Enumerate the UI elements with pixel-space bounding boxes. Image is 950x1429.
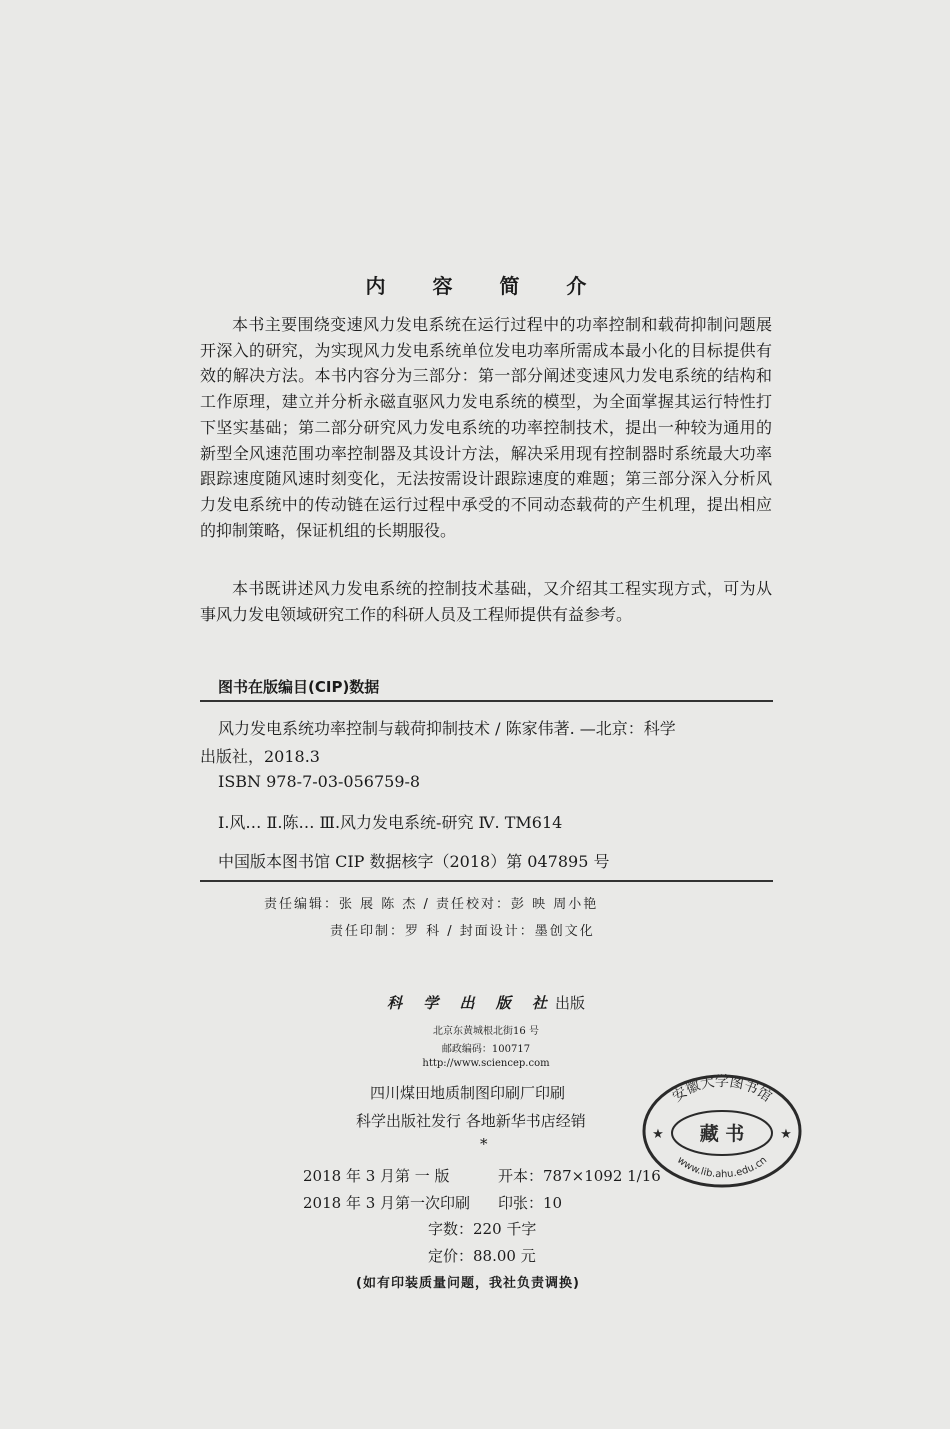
quality-notice: (如有印装质量问题，我社负责调换): [356, 1276, 580, 1291]
summary-paragraph-1: 本书主要围绕变速风力发电系统在运行过程中的功率控制和载荷抑制问题展开深入的研究，为实现风力发电系统单位发电功率所需成本最小化的目标提供有效的解决方法。本书内容分为三部分：第一部分阐述变速风力发电系统的结构和工作原理，建立并分析永磁直驱风力发电系统的模型，为全面掌握其运行特性打下坚实基础；第二部分研究风力发电系统的功率控制技术，提出一种较为通用的新型全风速范围功率控制器及其设计方法，解决采用现有控制器时系统最大功率跟踪速度随风速时刻变化，无法按需设计跟踪速度的难题；第三部分深入分析风力发电系统中的传动链在运行过程中承受的不同动态载荷的产生机理，提出相应的抑制策略，保证机组的长期服役。: [200, 315, 772, 540]
stamp-bottom-text: www.lib.ahu.edu.cn: [674, 1154, 770, 1181]
distribution-line: 科学出版社发行 各地新华书店经销: [356, 1112, 586, 1130]
separator-star: *: [480, 1135, 488, 1153]
publisher-postcode: 邮政编码：100717: [441, 1044, 531, 1055]
word-count: 字数：220 千字: [428, 1220, 537, 1238]
stamp-star-left-icon: ★: [652, 1127, 664, 1142]
cip-bottom-rule: [200, 880, 773, 882]
sheets-line: 印张：10: [498, 1194, 563, 1212]
cip-top-rule: [200, 700, 773, 702]
stamp-center-text: 藏 书: [699, 1123, 745, 1145]
publisher-line: [200, 992, 772, 1013]
cip-classification: Ⅰ.风… Ⅱ.陈… Ⅲ.风力发电系统-研究 Ⅳ. TM614: [218, 813, 563, 832]
printer-line: 四川煤田地质制图印刷厂印刷: [370, 1084, 566, 1102]
stamp-star-right-icon: ★: [780, 1127, 792, 1142]
format-line: 开本：787×1092 1/16: [498, 1167, 661, 1185]
credits-production: 责任印制：罗 科 / 封面设计：墨创文化: [330, 924, 595, 939]
price: 定价：88.00 元: [428, 1247, 536, 1265]
publisher-name: 科 学 出 版 社: [387, 994, 555, 1012]
cip-line-1: 风力发电系统功率控制与载荷抑制技术 / 陈家伟著. —北京：科学: [218, 719, 676, 738]
cip-isbn: ISBN 978-7-03-056759-8: [218, 772, 421, 791]
summary-paragraph-2: 本书既讲述风力发电系统的控制技术基础，又介绍其工程实现方式，可为从事风力发电领域研究工作的科研人员及工程师提供有益参考。: [200, 579, 772, 624]
cip-number: 中国版本图书馆 CIP 数据核字（2018）第 047895 号: [218, 852, 610, 871]
stamp-top-text: 安徽大学图书馆: [669, 1074, 775, 1106]
edition-line: 2018 年 3 月第 一 版: [303, 1167, 450, 1185]
publisher-url: http://www.sciencep.com: [422, 1058, 550, 1069]
publisher-address: 北京东黄城根北街16 号: [433, 1026, 539, 1037]
printing-line: 2018 年 3 月第一次印刷: [303, 1194, 471, 1212]
cip-line-2: 出版社，2018.3: [200, 747, 320, 766]
publisher-suffix: 出版: [554, 994, 585, 1012]
summary-heading: 内 容 简 介: [365, 274, 607, 298]
library-stamp: [640, 1072, 804, 1190]
cip-title: 图书在版编目(CIP)数据: [218, 678, 380, 696]
credits-editors: 责任编辑：张 展 陈 杰 / 责任校对：彭 映 周小艳: [264, 897, 599, 912]
